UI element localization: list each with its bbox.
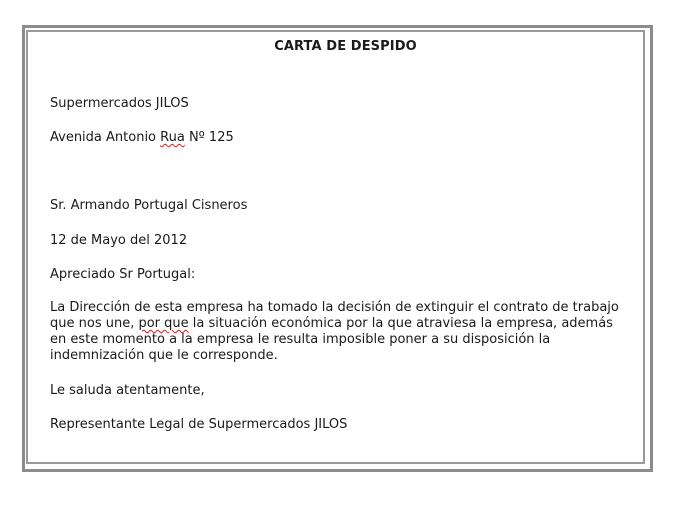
sender-address <box>50 130 234 146</box>
spelling-flagged-word: Rua <box>160 130 185 145</box>
sender-address-part: Avenida Antonio <box>50 130 161 145</box>
sender-name: Supermercados JILOS <box>50 96 189 111</box>
body-line: La Dirección de esta empresa ha tomado la decisión de extinguir el contrato de trabajo <box>50 300 619 315</box>
body-line <box>50 316 630 332</box>
signature: Representante Legal de Supermercados JILOS <box>50 417 348 432</box>
salutation: Apreciado Sr Portugal: <box>50 267 196 282</box>
body-line: indemnización que le corresponde. <box>50 348 278 363</box>
body-line-part: que nos une, <box>50 316 139 331</box>
letter-date: 12 de Mayo del 2012 <box>50 233 188 248</box>
body-line-part: la situación económica por la que atraviesa la empresa, además <box>188 316 613 331</box>
letter-title: CARTA DE DESPIDO <box>274 39 417 54</box>
spelling-flagged-word: por que <box>138 316 189 331</box>
letter-body <box>50 300 630 364</box>
body-line: en este momento a la empresa le resulta imposible poner a su disposición la <box>50 332 551 347</box>
recipient-name: Sr. Armando Portugal Cisneros <box>50 198 248 213</box>
closing: Le saluda atentamente, <box>50 383 205 398</box>
sender-address-part: Nº 125 <box>184 130 234 145</box>
